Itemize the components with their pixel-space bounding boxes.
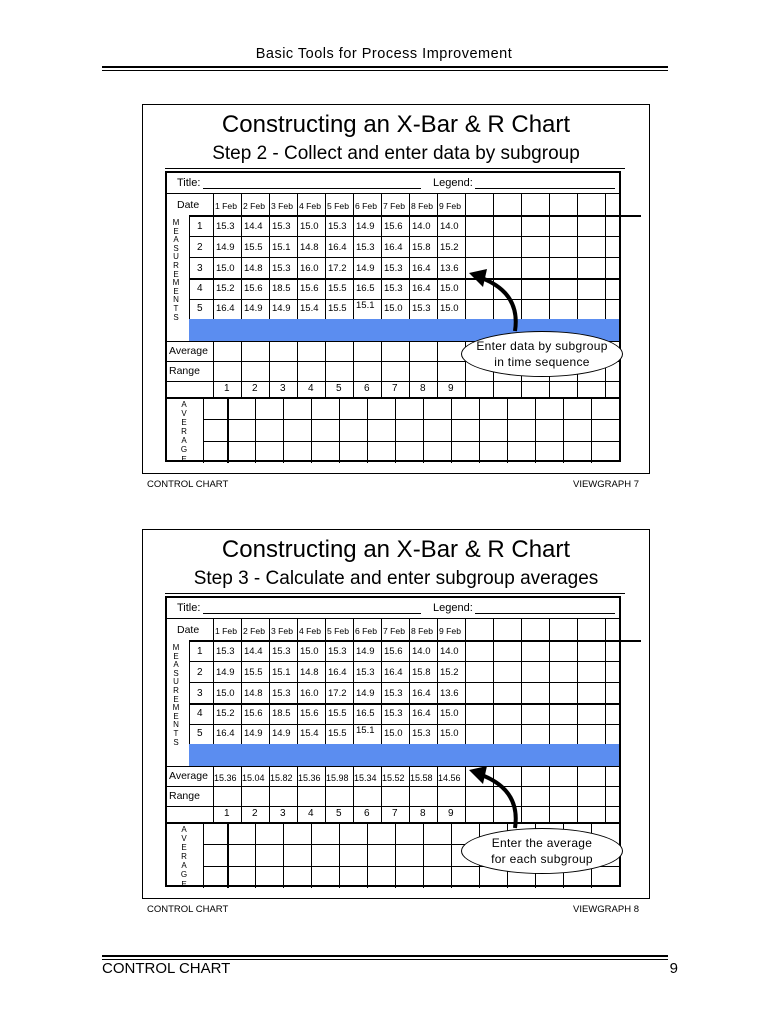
measurement-cell[interactable]: 15.2 <box>440 667 459 678</box>
row-number: 3 <box>197 688 203 699</box>
grid-vline <box>353 193 354 397</box>
measurement-cell[interactable]: 14.9 <box>244 728 263 739</box>
averages-letter: E <box>181 879 187 889</box>
grid-vline <box>325 193 326 397</box>
grid-hline <box>167 786 619 787</box>
grid-vline <box>311 822 312 888</box>
callout-bubble <box>461 331 623 377</box>
subgroup-number: 6 <box>364 808 370 819</box>
grid-vline <box>409 618 410 822</box>
measurements-label <box>171 219 181 322</box>
page-header: Basic Tools for Process Improvement <box>255 46 513 62</box>
measurement-cell[interactable]: 15.2 <box>216 708 235 719</box>
row-number: 5 <box>197 728 203 739</box>
measurement-cell[interactable]: 15.1 <box>356 300 375 311</box>
date-cell[interactable]: 9 Feb <box>439 626 461 636</box>
date-cell[interactable]: 3 Feb <box>271 201 293 211</box>
measurement-cell[interactable]: 15.0 <box>384 303 403 314</box>
averages-letter: E <box>181 843 187 853</box>
row-number: 2 <box>197 667 203 678</box>
header-rule <box>102 66 668 68</box>
measurement-cell[interactable]: 15.2 <box>216 283 235 294</box>
grid-vline <box>437 193 438 397</box>
grid-vline <box>227 397 229 463</box>
measurements-letter: T <box>173 728 179 738</box>
measurement-cell[interactable]: 15.1 <box>356 725 375 736</box>
measurement-cell[interactable]: 15.5 <box>328 708 347 719</box>
measurements-letter: M <box>172 703 180 713</box>
step-rule <box>165 168 625 169</box>
measurement-cell[interactable]: 15.0 <box>440 728 459 739</box>
subgroup-number: 9 <box>448 383 454 394</box>
grid-vline <box>605 618 606 822</box>
grid-vline <box>395 397 396 463</box>
measurement-cell[interactable]: 14.9 <box>356 688 375 699</box>
grid-vline <box>189 640 190 744</box>
grid-vline <box>255 397 256 463</box>
measurements-letter: E <box>173 651 179 661</box>
measurement-cell[interactable]: 15.4 <box>300 728 319 739</box>
measurement-cell[interactable]: 14.0 <box>412 221 431 232</box>
row-number: 2 <box>197 242 203 253</box>
subgroup-number: 2 <box>252 808 258 819</box>
grid-vline <box>189 215 190 319</box>
measurement-cell[interactable]: 15.5 <box>328 728 347 739</box>
subgroup-number: 3 <box>280 808 286 819</box>
measurement-cell[interactable]: 15.8 <box>412 667 431 678</box>
grid-vline <box>283 397 284 463</box>
measurements-letter: R <box>173 260 179 270</box>
measurement-cell[interactable]: 15.6 <box>244 283 263 294</box>
title-blank[interactable] <box>203 188 421 189</box>
grid-vline <box>325 618 326 822</box>
grid-vline <box>451 822 452 888</box>
subgroup-number: 5 <box>336 383 342 394</box>
measurement-cell[interactable]: 14.9 <box>356 263 375 274</box>
grid-vline <box>241 193 242 397</box>
date-label: Date <box>177 624 200 636</box>
measurements-letter: U <box>173 677 179 687</box>
measurements-letter: S <box>173 243 179 253</box>
row-number: 1 <box>197 221 203 232</box>
measurement-cell[interactable]: 14.8 <box>244 263 263 274</box>
xbar-r-form <box>165 171 621 462</box>
measurement-cell[interactable]: 15.3 <box>412 728 431 739</box>
grid-vline <box>297 618 298 822</box>
page-number: 9 <box>669 960 678 977</box>
measurement-cell[interactable]: 15.6 <box>384 221 403 232</box>
viewgraph-7 <box>142 104 650 490</box>
grid-vline <box>423 397 424 463</box>
step-rule <box>165 593 625 594</box>
grid-vline <box>381 618 382 822</box>
date-cell[interactable]: 8 Feb <box>411 201 433 211</box>
viewgraph-footer-left: CONTROL CHART <box>147 479 229 490</box>
subgroup-number: 7 <box>392 383 398 394</box>
title-blank[interactable] <box>203 613 421 614</box>
measurement-cell[interactable]: 15.3 <box>272 688 291 699</box>
subgroup-number: 1 <box>224 808 230 819</box>
grid-vline <box>339 822 340 888</box>
viewgraph-footer-right: VIEWGRAPH 8 <box>573 904 639 915</box>
measurements-letter: E <box>173 286 179 296</box>
measurement-cell[interactable]: 15.0 <box>216 688 235 699</box>
measurement-cell[interactable]: 14.4 <box>244 646 263 657</box>
measurement-cell[interactable]: 16.4 <box>216 303 235 314</box>
measurement-cell[interactable]: 15.5 <box>328 303 347 314</box>
row-number: 1 <box>197 646 203 657</box>
form-title-row <box>167 173 619 194</box>
date-cell[interactable]: 4 Feb <box>299 201 321 211</box>
grid-hline <box>167 381 619 382</box>
measurement-cell[interactable]: 15.3 <box>216 221 235 232</box>
grid-hline <box>189 236 619 237</box>
measurement-cell[interactable]: 14.9 <box>244 303 263 314</box>
grid-vline <box>353 618 354 822</box>
row-number: 5 <box>197 303 203 314</box>
measurement-cell[interactable]: 15.6 <box>300 283 319 294</box>
subgroup-number: 9 <box>448 808 454 819</box>
viewgraph-title: Constructing an X-Bar & R Chart <box>221 536 571 563</box>
measurements-letter: E <box>173 711 179 721</box>
subgroup-number: 3 <box>280 383 286 394</box>
average-cell[interactable]: 15.34 <box>354 773 377 783</box>
date-label: Date <box>177 199 200 211</box>
average-cell[interactable]: 15.82 <box>270 773 293 783</box>
date-cell[interactable]: 3 Feb <box>271 626 293 636</box>
measurement-cell[interactable]: 18.5 <box>272 283 291 294</box>
row-number: 4 <box>197 283 203 294</box>
viewgraph-8 <box>142 529 650 915</box>
averages-letter: A <box>181 400 187 409</box>
grid-vline <box>203 397 204 463</box>
measurement-cell[interactable]: 14.0 <box>412 646 431 657</box>
grid-vline <box>381 193 382 397</box>
measurement-cell[interactable]: 15.5 <box>244 667 263 678</box>
grid-vline <box>395 822 396 888</box>
callout-line1: Enter the average <box>491 836 593 850</box>
measurement-cell[interactable]: 14.8 <box>300 667 319 678</box>
measurement-cell[interactable]: 14.9 <box>356 646 375 657</box>
averages-letter: R <box>181 427 187 437</box>
measurement-cell[interactable]: 15.3 <box>384 283 403 294</box>
subgroup-number: 6 <box>364 383 370 394</box>
date-cell[interactable]: 5 Feb <box>327 626 349 636</box>
average-cell[interactable]: 15.58 <box>410 773 433 783</box>
date-cell[interactable]: 4 Feb <box>299 626 321 636</box>
measurement-cell[interactable]: 14.9 <box>272 728 291 739</box>
grid-hline <box>167 806 619 807</box>
measurements-letter: M <box>172 218 180 227</box>
date-cell[interactable]: 7 Feb <box>383 201 405 211</box>
measurement-cell[interactable]: 15.1 <box>272 242 291 253</box>
grid-vline <box>423 822 424 888</box>
grid-vline <box>367 397 368 463</box>
measurements-letter: T <box>173 303 179 313</box>
measurement-cell[interactable]: 13.6 <box>440 688 459 699</box>
subgroup-number: 5 <box>336 808 342 819</box>
viewgraph-step: Step 3 - Calculate and enter subgroup averages <box>193 568 599 589</box>
subgroup-number: 8 <box>420 383 426 394</box>
measurements-letter: S <box>173 668 179 678</box>
date-cell[interactable]: 9 Feb <box>439 201 461 211</box>
grid-vline <box>549 618 550 822</box>
grid-hline <box>189 215 641 217</box>
measurement-cell[interactable]: 15.6 <box>384 646 403 657</box>
grid-hline <box>189 640 641 642</box>
measurements-letter: N <box>173 295 179 305</box>
grid-hline <box>189 703 619 705</box>
grid-vline <box>451 397 452 463</box>
subgroup-number: 1 <box>224 383 230 394</box>
row-number: 4 <box>197 708 203 719</box>
average-cell[interactable]: 15.36 <box>298 773 321 783</box>
measurement-cell[interactable]: 15.3 <box>384 708 403 719</box>
averages-letter: V <box>181 834 187 844</box>
grid-hline <box>203 441 619 442</box>
average-cell[interactable]: 15.36 <box>214 773 237 783</box>
title-label: Title: <box>177 177 201 189</box>
measurements-letter: S <box>173 737 179 747</box>
range-label: Range <box>169 790 200 802</box>
measurement-cell[interactable]: 15.3 <box>328 221 347 232</box>
grid-vline <box>339 397 340 463</box>
subgroup-number: 4 <box>308 808 314 819</box>
grid-vline <box>507 397 508 463</box>
date-cell[interactable]: 5 Feb <box>327 201 349 211</box>
grid-vline <box>535 397 536 463</box>
measurement-cell[interactable]: 15.3 <box>272 263 291 274</box>
measurement-cell[interactable]: 15.3 <box>272 221 291 232</box>
subgroup-number: 4 <box>308 383 314 394</box>
measurement-cell[interactable]: 15.6 <box>300 708 319 719</box>
measurement-cell[interactable]: 15.3 <box>216 646 235 657</box>
measurements-letter: U <box>173 252 179 262</box>
title-label: Title: <box>177 602 201 614</box>
measurement-cell[interactable]: 15.0 <box>440 283 459 294</box>
grid-vline <box>213 618 214 822</box>
measurement-cell[interactable]: 14.9 <box>216 242 235 253</box>
date-cell[interactable]: 8 Feb <box>411 626 433 636</box>
measurement-cell[interactable]: 16.5 <box>356 708 375 719</box>
measurement-cell[interactable]: 15.3 <box>272 646 291 657</box>
grid-vline <box>479 397 480 463</box>
measurement-cell[interactable]: 15.0 <box>384 728 403 739</box>
averages-letter: G <box>180 445 188 455</box>
measurement-cell[interactable]: 15.3 <box>328 646 347 657</box>
measurements-letter: E <box>173 269 179 279</box>
grid-hline <box>189 724 619 725</box>
measurement-cell[interactable]: 16.4 <box>328 242 347 253</box>
date-cell[interactable]: 2 Feb <box>243 201 265 211</box>
date-cell[interactable]: 2 Feb <box>243 626 265 636</box>
measurement-cell[interactable]: 16.0 <box>300 263 319 274</box>
measurement-cell[interactable]: 15.5 <box>328 283 347 294</box>
grid-hline <box>189 278 619 280</box>
legend-blank[interactable] <box>475 613 615 614</box>
measurement-cell[interactable]: 14.0 <box>440 221 459 232</box>
averages-letter: E <box>181 418 187 428</box>
measurement-cell[interactable]: 15.2 <box>440 242 459 253</box>
grid-hline <box>189 299 619 300</box>
grid-vline <box>465 618 466 822</box>
measurement-cell[interactable]: 14.9 <box>272 303 291 314</box>
measurement-cell[interactable]: 15.4 <box>300 303 319 314</box>
measurement-cell[interactable]: 14.8 <box>244 688 263 699</box>
footer-rule <box>102 955 668 957</box>
grid-vline <box>269 618 270 822</box>
date-cell[interactable]: 6 Feb <box>355 201 377 211</box>
measurements-letter: E <box>173 694 179 704</box>
average-label: Average <box>169 770 208 782</box>
measurement-cell[interactable]: 15.0 <box>216 263 235 274</box>
measurement-cell[interactable]: 14.0 <box>440 646 459 657</box>
average-label: Average <box>169 345 208 357</box>
measurement-cell[interactable]: 16.4 <box>412 283 431 294</box>
subgroup-number: 8 <box>420 808 426 819</box>
measurement-cell[interactable]: 15.3 <box>384 688 403 699</box>
measurement-cell[interactable]: 17.2 <box>328 688 347 699</box>
callout-bubble <box>461 828 623 874</box>
subgroup-number: 2 <box>252 383 258 394</box>
measurement-cell[interactable]: 15.0 <box>440 708 459 719</box>
grid-vline <box>241 618 242 822</box>
averages-letter: A <box>181 861 187 871</box>
measurement-cell[interactable]: 16.5 <box>356 283 375 294</box>
measurement-cell[interactable]: 15.1 <box>272 667 291 678</box>
measurement-cell[interactable]: 15.3 <box>356 667 375 678</box>
range-label: Range <box>169 365 200 377</box>
grid-hline <box>167 822 619 824</box>
date-cell[interactable]: 1 Feb <box>215 201 237 211</box>
header-rule-thin <box>102 70 668 71</box>
legend-blank[interactable] <box>475 188 615 189</box>
measurements-letter: A <box>173 660 179 670</box>
grid-vline <box>255 822 256 888</box>
grid-vline <box>227 822 229 888</box>
grid-vline <box>213 193 214 397</box>
viewgraph-footer-right: VIEWGRAPH 7 <box>573 479 639 490</box>
row-number: 3 <box>197 263 203 274</box>
measurement-cell[interactable]: 15.3 <box>412 303 431 314</box>
callout-arrow-icon <box>467 265 527 335</box>
grid-vline <box>577 618 578 822</box>
measurements-letter: E <box>173 226 179 236</box>
measurements-letter: M <box>172 278 180 288</box>
averages-label <box>179 401 189 465</box>
viewgraph-title: Constructing an X-Bar & R Chart <box>221 111 571 138</box>
measurement-cell[interactable]: 15.5 <box>244 242 263 253</box>
measurement-cell[interactable]: 16.4 <box>412 263 431 274</box>
callout-line2: for each subgroup <box>491 852 593 866</box>
grid-hline <box>189 661 619 662</box>
grid-vline <box>283 822 284 888</box>
average-cell[interactable]: 15.04 <box>242 773 265 783</box>
averages-label <box>179 826 189 890</box>
viewgraph-footer-left: CONTROL CHART <box>147 904 229 915</box>
viewgraph-step: Step 2 - Collect and enter data by subgroup <box>212 143 580 164</box>
measurement-cell[interactable]: 15.3 <box>356 242 375 253</box>
date-cell[interactable]: 1 Feb <box>215 626 237 636</box>
averages-letter: E <box>181 454 187 464</box>
grid-vline <box>409 193 410 397</box>
measurements-letter: R <box>173 685 179 695</box>
measurement-cell[interactable]: 15.0 <box>300 646 319 657</box>
grid-vline <box>297 193 298 397</box>
averages-letter: G <box>180 870 188 880</box>
averages-letter: R <box>181 852 187 862</box>
grid-vline <box>591 397 592 463</box>
average-cell[interactable]: 14.56 <box>438 773 461 783</box>
grid-vline <box>269 193 270 397</box>
measurement-cell[interactable]: 16.4 <box>412 688 431 699</box>
measurements-letter: A <box>173 235 179 245</box>
form-title-row <box>167 598 619 619</box>
averages-letter: V <box>181 409 187 419</box>
subgroup-number: 7 <box>392 808 398 819</box>
measurement-cell[interactable]: 16.0 <box>300 688 319 699</box>
average-cell[interactable]: 15.98 <box>326 773 349 783</box>
grid-hline <box>189 682 619 683</box>
grid-hline <box>203 419 619 420</box>
callout-line1: Enter data by subgroup <box>476 339 608 353</box>
date-cell[interactable]: 6 Feb <box>355 626 377 636</box>
grid-vline <box>367 822 368 888</box>
measurement-cell[interactable]: 13.6 <box>440 263 459 274</box>
legend-label: Legend: <box>433 602 473 614</box>
grid-hline <box>167 766 619 767</box>
measurement-cell[interactable]: 15.0 <box>440 303 459 314</box>
grid-vline <box>311 397 312 463</box>
measurement-cell[interactable]: 17.2 <box>328 263 347 274</box>
legend-label: Legend: <box>433 177 473 189</box>
callout-line2: in time sequence <box>494 355 590 369</box>
measurement-cell[interactable]: 15.3 <box>384 263 403 274</box>
callout-arrow-icon <box>467 762 527 832</box>
measurement-cell[interactable]: 15.6 <box>244 708 263 719</box>
grid-vline <box>203 822 204 888</box>
highlight-band <box>189 744 619 766</box>
average-cell[interactable]: 15.52 <box>382 773 405 783</box>
measurement-cell[interactable]: 14.9 <box>356 221 375 232</box>
measurement-cell[interactable]: 15.0 <box>300 221 319 232</box>
measurements-letter: S <box>173 312 179 322</box>
grid-vline <box>437 618 438 822</box>
averages-letter: A <box>181 436 187 446</box>
averages-letter: A <box>181 825 187 834</box>
grid-hline <box>189 257 619 258</box>
measurement-cell[interactable]: 16.4 <box>216 728 235 739</box>
measurement-cell[interactable]: 16.4 <box>384 667 403 678</box>
measurement-cell[interactable]: 14.9 <box>216 667 235 678</box>
measurement-cell[interactable]: 16.4 <box>412 708 431 719</box>
date-cell[interactable]: 7 Feb <box>383 626 405 636</box>
grid-vline <box>563 397 564 463</box>
page-footer-label: CONTROL CHART <box>102 960 231 977</box>
measurements-letter: M <box>172 643 180 652</box>
measurement-cell[interactable]: 14.8 <box>300 242 319 253</box>
measurement-cell[interactable]: 14.4 <box>244 221 263 232</box>
measurement-cell[interactable]: 16.4 <box>328 667 347 678</box>
measurement-cell[interactable]: 18.5 <box>272 708 291 719</box>
measurement-cell[interactable]: 16.4 <box>384 242 403 253</box>
measurements-letter: N <box>173 720 179 730</box>
grid-hline <box>167 397 619 399</box>
measurement-cell[interactable]: 15.8 <box>412 242 431 253</box>
measurements-label <box>171 644 181 747</box>
